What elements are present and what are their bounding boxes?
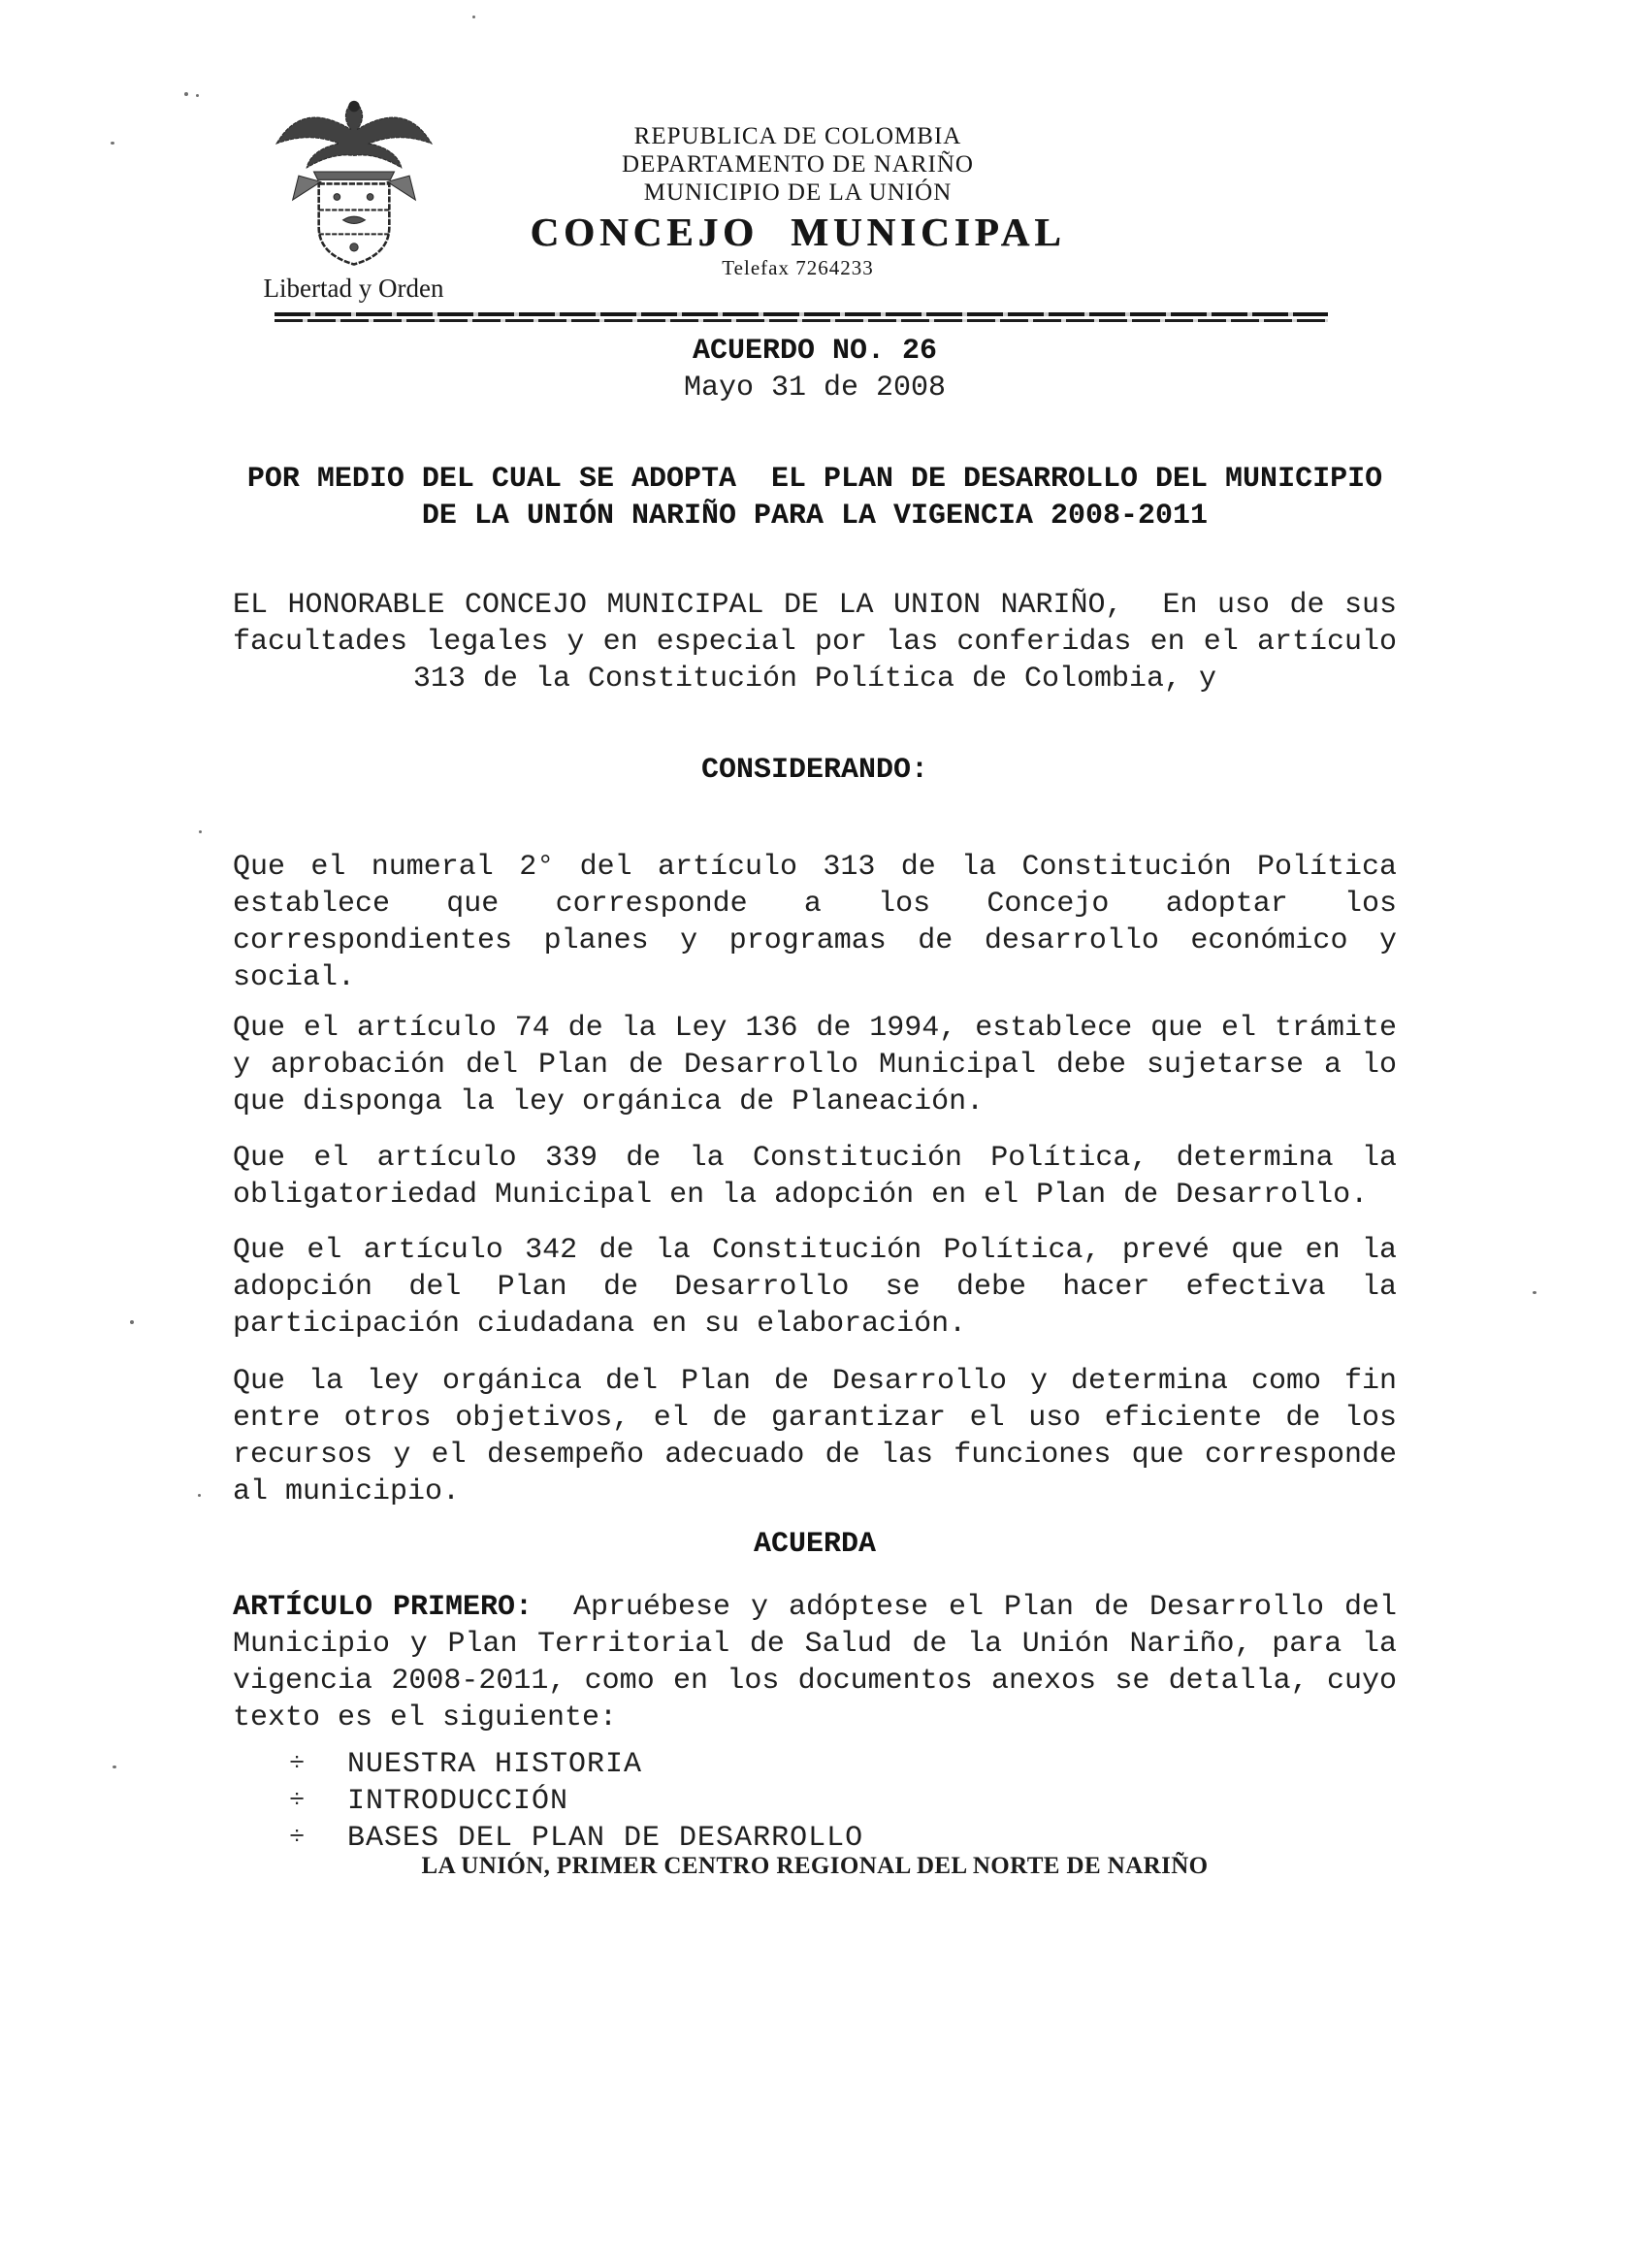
paragraph-4-line-2: adopción del Plan de Desarrollo se debe hacer efectiva la: [233, 1271, 1397, 1304]
paragraph-2: [233, 1010, 1397, 1120]
scan-speck: [196, 94, 199, 97]
letterhead: [500, 122, 1096, 280]
paragraph-5-line-1: Que la ley orgánica del Plan de Desarrollo y determina como fin: [233, 1365, 1397, 1398]
section-heading-acuerda: ACUERDA: [753, 1528, 877, 1561]
paragraph-4: [233, 1232, 1397, 1343]
list-bullet-icon: ÷: [289, 1750, 306, 1779]
paragraph-3: [233, 1140, 1397, 1214]
paragraph-1-line-1: Que el numeral 2° del artículo 313 de la Constitución Política: [233, 851, 1397, 884]
scan-speck: [1533, 1291, 1536, 1294]
scan-speck: [113, 1766, 116, 1768]
section-heading-considerando: CONSIDERANDO:: [700, 754, 929, 787]
preamble: [233, 587, 1397, 697]
article-primero-line-2: Municipio y Plan Territorial de Salud de la Unión Nariño, para la: [233, 1628, 1397, 1661]
article-primero-line-4: texto es el siguiente:: [233, 1701, 618, 1734]
list-item: [233, 1820, 1397, 1857]
preamble-line-2: facultades legales y en especial por las conferidas en el artículo: [233, 626, 1397, 659]
paragraph-4-line-1: Que el artículo 342 de la Constitución Política, prevé que en la: [233, 1234, 1397, 1267]
doc-title: [233, 461, 1397, 535]
emblem-caption: Libertad y Orden: [263, 274, 444, 303]
scan-speck: [198, 1494, 201, 1497]
paragraph-5-line-2: entre otros objetivos, el de garantizar el uso eficiente de los: [233, 1402, 1397, 1435]
paragraph-1-line-4: social.: [233, 961, 356, 994]
preamble-line-3: 313 de la Constitución Política de Colombia, y: [412, 663, 1217, 696]
coat-of-arms-icon: [268, 91, 440, 277]
article-primero-line-1: [233, 1589, 1397, 1626]
paragraph-3-line-2: obligatoriedad Municipal en la adopción en el Plan de Desarrollo.: [233, 1179, 1369, 1212]
list-item-label: BASES DEL PLAN DE DESARROLLO: [347, 1822, 864, 1855]
list-item-label: INTRODUCCIÓN: [347, 1785, 569, 1818]
acuerdo-heading: [233, 333, 1397, 406]
paragraph-5-line-3: recursos y el desempeño adecuado de las funciones que corresponde: [233, 1439, 1397, 1472]
letterhead-telefax: Telefax 7264233: [722, 256, 874, 279]
article-primero: [233, 1589, 1397, 1736]
doc-title-line-1: POR MEDIO DEL CUAL SE ADOPTA EL PLAN DE DESARROLLO DEL MUNICIPIO: [246, 463, 1383, 496]
letterhead-line-1: REPUBLICA DE COLOMBIA: [633, 123, 962, 149]
letterhead-org-name: CONCEJO MUNICIPAL: [530, 210, 1066, 254]
plan-contents-list: [233, 1746, 1397, 1857]
list-item: [233, 1783, 1397, 1820]
paragraph-3-line-1: Que el artículo 339 de la Constitución Política, determina la: [233, 1142, 1397, 1175]
article-primero-line-1-rest: Apruébese y adóptese el Plan de Desarrollo del: [533, 1591, 1397, 1624]
article-primero-label: ARTÍCULO PRIMERO:: [233, 1591, 534, 1624]
paragraph-1: [233, 849, 1397, 996]
article-primero-line-3: vigencia 2008-2011, como en los documentos anexos se detalla, cuyo: [233, 1665, 1397, 1698]
paragraph-5: [233, 1363, 1397, 1510]
paragraph-2-line-2: y aprobación del Plan de Desarrollo Municipal debe sujetarse a lo: [233, 1049, 1397, 1082]
list-item: [233, 1746, 1397, 1783]
list-bullet-icon: ÷: [289, 1787, 306, 1816]
scan-speck: [111, 142, 114, 145]
paragraph-2-line-1: Que el artículo 74 de la Ley 136 de 1994, establece que el trámite: [233, 1012, 1397, 1045]
preamble-line-1: EL HONORABLE CONCEJO MUNICIPAL DE LA UNION NARIÑO, En uso de sus: [233, 589, 1397, 622]
letterhead-line-2: DEPARTAMENTO DE NARIÑO: [622, 151, 974, 178]
scan-speck: [130, 1320, 134, 1324]
acuerdo-number-line: ACUERDO NO. 26: [692, 335, 938, 368]
scan-speck: [184, 92, 188, 96]
paragraph-1-line-2: establece que corresponde a los Concejo adoptar los: [233, 888, 1397, 921]
letterhead-line-3: MUNICIPIO DE LA UNIÓN: [643, 179, 953, 206]
paragraph-5-line-4: al municipio.: [233, 1475, 461, 1508]
doc-title-line-2: DE LA UNIÓN NARIÑO PARA LA VIGENCIA 2008-2011: [421, 500, 1209, 533]
list-bullet-icon: ÷: [289, 1824, 306, 1853]
page-footer-motto: LA UNIÓN, PRIMER CENTRO REGIONAL DEL NORTE DE NARIÑO: [421, 1853, 1209, 1879]
header-divider: [275, 312, 1328, 322]
acuerdo-date-line: Mayo 31 de 2008: [683, 372, 947, 405]
paragraph-2-line-3: que disponga la ley orgánica de Planeación.: [233, 1085, 985, 1118]
list-item-label: NUESTRA HISTORIA: [347, 1748, 643, 1781]
paragraph-1-line-3: correspondientes planes y programas de desarrollo económico y: [233, 924, 1397, 957]
scan-speck: [472, 16, 475, 18]
paragraph-4-line-3: participación ciudadana en su elaboración.: [233, 1308, 967, 1341]
scan-speck: [199, 830, 202, 833]
